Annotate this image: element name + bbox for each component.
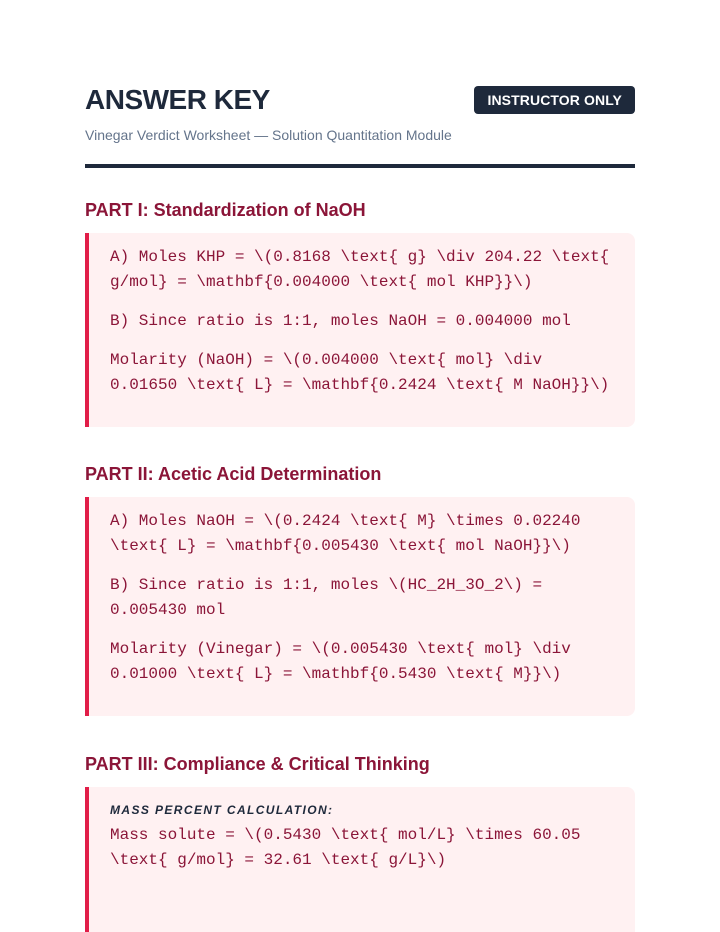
part-2-line-b: B) Since ratio is 1:1, moles \(HC_2H_3O_2\) = 0.005430 mol bbox=[110, 576, 543, 619]
part-1-line-a: A) Moles KHP = \(0.8168 \text{ g} \div 204.22 \text{ g/mol} = \mathbf{0.004000 \text{ mol KHP}}\) bbox=[110, 248, 610, 291]
part-3-line-mass-solute: Mass solute = \(0.5430 \text{ mol/L} \times 60.05 \text{ g/mol} = 32.61 \text{ g/L}\) bbox=[110, 826, 581, 869]
part-3-title: PART III: Compliance & Critical Thinking bbox=[85, 754, 430, 774]
part-2-solution-card bbox=[85, 497, 635, 716]
mass-percent-label: MASS PERCENT CALCULATION: bbox=[110, 803, 334, 817]
part-1-title: PART I: Standardization of NaOH bbox=[85, 200, 366, 220]
page-header bbox=[85, 0, 635, 168]
page-subtitle: Vinegar Verdict Worksheet — Solution Quantitation Module bbox=[85, 127, 452, 143]
part-2-title: PART II: Acetic Acid Determination bbox=[85, 464, 382, 484]
part-2-line-a: A) Moles NaOH = \(0.2424 \text{ M} \times 0.02240 \text{ L} = \mathbf{0.005430 \text{ mol NaOH}}\) bbox=[110, 512, 581, 555]
part-1-line-molarity: Molarity (NaOH) = \(0.004000 \text{ mol} \div 0.01650 \text{ L} = \mathbf{0.2424 \text{ M NaOH}}\) bbox=[110, 351, 610, 394]
part-2-line-molarity: Molarity (Vinegar) = \(0.005430 \text{ mol} \div 0.01000 \text{ L} = \mathbf{0.5430 \text{ M}}\) bbox=[110, 640, 571, 683]
part-1-line-b: B) Since ratio is 1:1, moles NaOH = 0.004000 mol bbox=[110, 312, 571, 330]
part-1-solution-card bbox=[85, 233, 635, 427]
part-3-solution-card bbox=[85, 787, 635, 932]
page-title: ANSWER KEY bbox=[85, 84, 270, 115]
instructor-only-badge: INSTRUCTOR ONLY bbox=[474, 86, 635, 114]
